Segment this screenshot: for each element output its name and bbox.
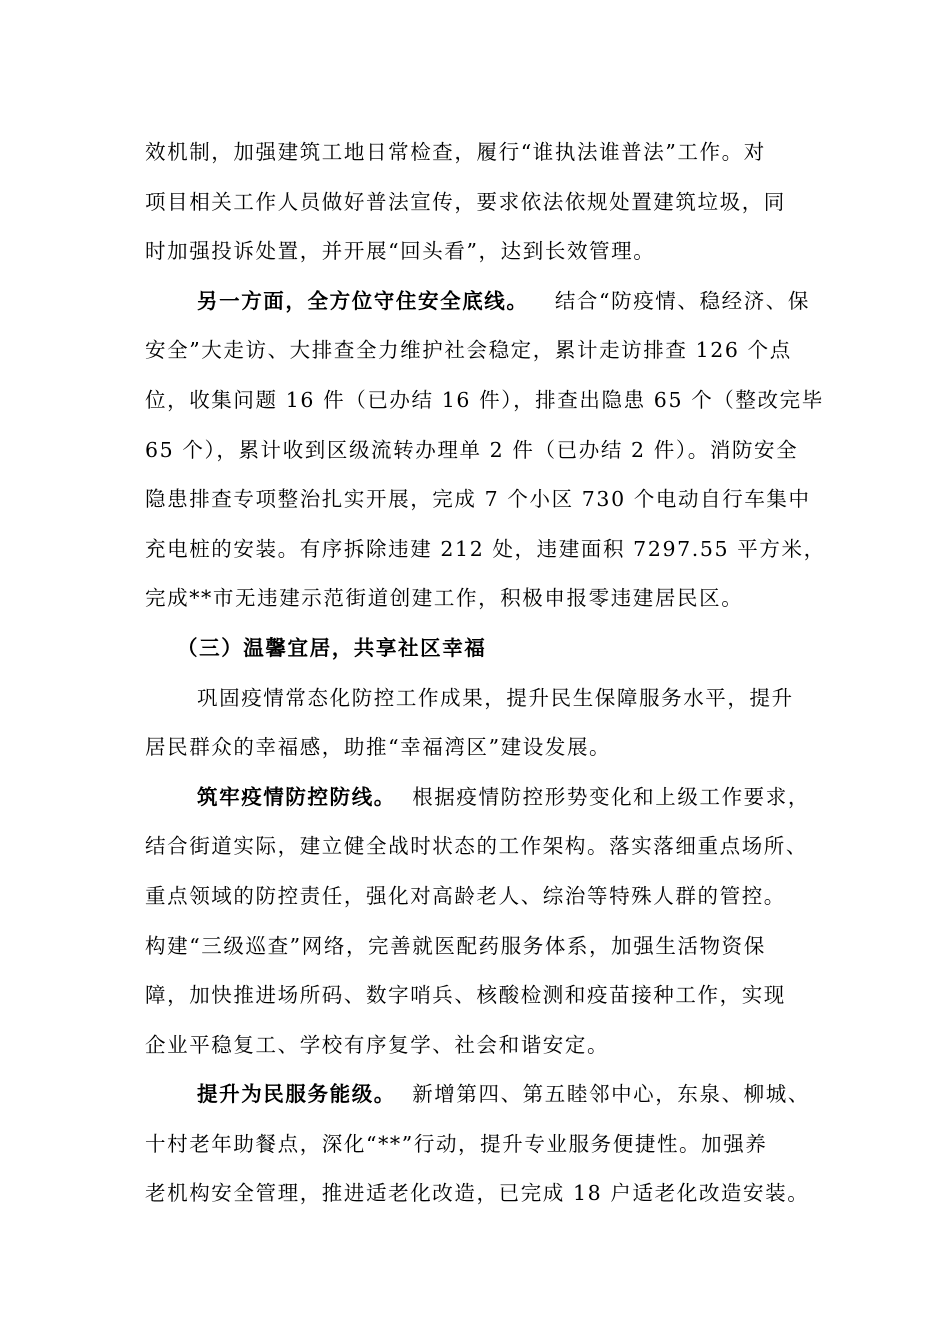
- paragraph-enforcement-continued: [145, 128, 810, 277]
- text-line-first: [145, 1070, 810, 1120]
- text-line: 十村老年助餐点，深化“**”行动，提升专业服务便捷性。加强养: [145, 1131, 768, 1156]
- text-line: 时加强投诉处置，并开展“回头看”，达到长效管理。: [145, 239, 656, 264]
- paragraph-lead-rest: 新增第四、第五睦邻中心，东泉、柳城、: [412, 1082, 810, 1107]
- paragraph-lead-heading: 筑牢疫情防控防线。: [197, 784, 396, 809]
- paragraph-lead-rest: 结合“防疫情、稳经济、保: [554, 288, 810, 313]
- text-line-first: [145, 773, 810, 823]
- text-line: 充电桩的安装。有序拆除违建 212 处，违建面积 7297.55 平方米，: [145, 536, 826, 561]
- text-line-first: [145, 277, 810, 327]
- text-line: 完成**市无违建示范街道创建工作，积极申报零违建居民区。: [145, 586, 744, 611]
- paragraph-safety: [145, 277, 826, 624]
- text-line: 重点领域的防控责任，强化对高龄老人、综治等特殊人群的管控。: [145, 883, 786, 908]
- paragraph-epidemic-prevention: [145, 773, 810, 1071]
- text-line-first: 巩固疫情常态化防控工作成果，提升民生保障服务水平，提升: [197, 685, 794, 710]
- text-line: 结合街道实际，建立健全战时状态的工作架构。落实落细重点场所、: [145, 834, 808, 859]
- document-body: [145, 128, 826, 1219]
- paragraph-section-intro: [145, 674, 810, 773]
- text-line: 位，收集问题 16 件（已办结 16 件），排查出隐患 65 个（整改完毕: [145, 387, 824, 412]
- text-line: 安全”大走访、大排查全力维护社会稳定，累计走访排查 126 个点: [145, 338, 792, 363]
- paragraph-public-service: [145, 1070, 810, 1219]
- text-line: 项目相关工作人员做好普法宣传，要求依法依规处置建筑垃圾，同: [145, 189, 786, 214]
- section-heading: （三）温馨宜居，共享社区幸福: [177, 635, 487, 660]
- text-line: 老机构安全管理，推进适老化改造，已完成 18 户适老化改造安装。: [145, 1181, 810, 1206]
- text-line: 企业平稳复工、学校有序复学、社会和谐安定。: [145, 1032, 610, 1057]
- text-line: 构建“三级巡查”网络，完善就医配药服务体系，加强生活物资保: [145, 933, 766, 958]
- text-line: 65 个），累计收到区级流转办理单 2 件（已办结 2 件）。消防安全: [145, 437, 799, 462]
- paragraph-lead-heading: 提升为民服务能级。: [197, 1082, 396, 1107]
- text-line: 居民群众的幸福感，助推“幸福湾区”建设发展。: [145, 735, 612, 760]
- text-line: 效机制，加强建筑工地日常检查，履行“谁执法谁普法”工作。对: [145, 140, 766, 164]
- paragraph-lead-heading: 另一方面，全方位守住安全底线。: [197, 288, 529, 313]
- paragraph-lead-rest: 根据疫情防控形势变化和上级工作要求，: [412, 784, 810, 809]
- text-line: 隐患排查专项整治扎实开展，完成 7 个小区 730 个电动自行车集中: [145, 487, 811, 512]
- text-line: 障，加快推进场所码、数字哨兵、核酸检测和疫苗接种工作，实现: [145, 983, 786, 1008]
